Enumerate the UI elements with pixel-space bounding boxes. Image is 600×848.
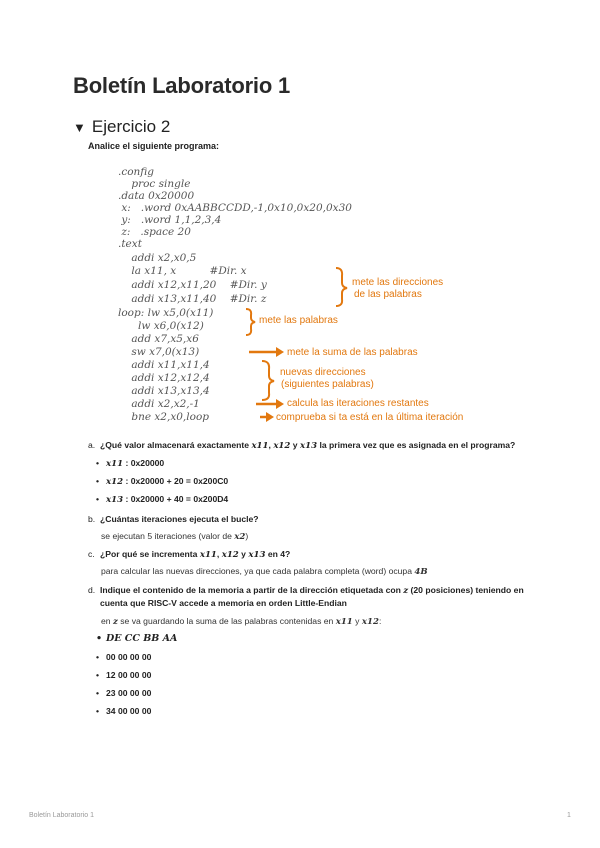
question-b	[88, 514, 259, 524]
question-text: ¿Por qué se incrementa	[100, 549, 200, 559]
math-var: x2	[234, 532, 246, 542]
answer-part: se ejecutan 5 iteraciones (valor de	[101, 531, 235, 541]
section-title: Ejercicio 2	[91, 117, 171, 136]
question-text: la primera vez que es asignada en el programa?	[317, 440, 516, 450]
question-label: a.	[88, 440, 96, 450]
bullet-value: : 0x20000	[123, 458, 165, 468]
answer-text	[101, 566, 428, 577]
code-line: x: .word 0xAABBCCDD,-1,0x10,0x20,0x30	[118, 202, 352, 214]
code-line: addi x13,x13,4	[118, 385, 210, 397]
code-line: sw x7,0(x13)	[118, 346, 200, 358]
math-var: x13	[299, 441, 318, 451]
code-line: y: .word 1,1,2,3,4	[118, 214, 222, 226]
math-var: x12	[361, 617, 379, 627]
math-var: x11	[251, 441, 269, 451]
question-text: ¿Cuántas iteraciones ejecuta el bucle?	[100, 514, 259, 524]
code-line: addi x2,x2,-1	[118, 398, 200, 410]
question-c	[88, 549, 290, 560]
answer-text	[101, 531, 248, 542]
page-title: Boletín Laboratorio 1	[73, 73, 291, 98]
page-number: 1	[567, 812, 571, 819]
intro-text: Analice el siguiente programa:	[88, 141, 220, 151]
list-item	[106, 494, 228, 505]
answer-part: en	[101, 616, 113, 626]
list-item: • 00 00 00 00	[106, 652, 151, 662]
list-item	[106, 476, 228, 487]
math-var: x11	[106, 459, 124, 469]
question-label: c.	[88, 549, 95, 559]
code-line: .data 0x20000	[118, 190, 195, 202]
answer-part: se va guardando la suma de las palabras contenidas en	[117, 616, 336, 626]
annotation-text: de las palabras	[354, 289, 422, 300]
math-var: x13	[248, 550, 266, 560]
question-text: ¿Qué valor almacenará exactamente	[100, 440, 252, 450]
bullet-value: : 0x20000 + 40 = 0x200D4	[123, 494, 229, 504]
brace-mark	[336, 268, 347, 306]
list-item	[106, 458, 164, 469]
bullet-value: : 0x20000 + 20 = 0x200C0	[123, 476, 229, 486]
code-line: add x7,x5,x6	[118, 333, 199, 345]
code-line: addi x12,x12,4	[118, 372, 210, 384]
code-line: lw x6,0(x12)	[118, 320, 204, 332]
question-d-line2: cuenta que RISC-V accede a memoria en orden Little-Endian	[100, 598, 347, 608]
footer-title: Boletín Laboratorio 1	[29, 812, 94, 819]
question-text: y	[290, 440, 300, 450]
question-d	[88, 585, 524, 596]
question-text: ,	[216, 549, 222, 559]
math-var: x12	[106, 477, 124, 487]
annotation-text: mete la suma de las palabras	[287, 347, 418, 358]
math-var: x11	[335, 617, 353, 627]
code-line: z: .space 20	[118, 226, 191, 238]
question-text: Indique el contenido de la memoria a partir de la dirección etiquetada con	[100, 585, 404, 595]
code-line: .config	[118, 166, 155, 178]
answer-part: y	[352, 616, 362, 626]
brace-mark	[246, 309, 255, 335]
annotation-text: nuevas direcciones	[280, 367, 366, 378]
math-var: x11	[199, 550, 217, 560]
code-line: proc single	[118, 178, 191, 190]
math-var: x13	[106, 495, 124, 505]
annotation-text: mete las direcciones	[352, 277, 444, 288]
annotation-text: (siguientes palabras)	[281, 379, 374, 390]
question-label: d.	[88, 585, 96, 595]
annotation-text: calcula las iteraciones restantes	[287, 398, 429, 409]
code-line: addi x12,x11,20 #Dir. y	[118, 279, 267, 291]
arrowhead-mark	[276, 399, 284, 409]
code-line: addi x13,x11,40 #Dir. z	[118, 293, 267, 305]
answer-part: para calcular las nuevas direcciones, ya que cada palabra completa (word) ocupa	[101, 566, 415, 576]
code-line: loop: lw x5,0(x11)	[118, 307, 214, 319]
list-item: • 34 00 00 00	[106, 706, 151, 716]
question-text: ,	[268, 440, 274, 450]
question-label: b.	[88, 514, 96, 524]
question-text: y	[238, 549, 249, 559]
list-item: • 12 00 00 00	[106, 670, 151, 680]
question-text: (20 posiciones) teniendo en	[408, 585, 524, 595]
list-item: • 23 00 00 00	[106, 688, 151, 698]
answer-text	[101, 616, 381, 627]
code-line: la x11, x #Dir. x	[118, 265, 247, 277]
math-var: z	[112, 617, 118, 627]
math-var: 4B	[414, 567, 428, 577]
math-var: z	[403, 586, 409, 596]
collapse-triangle-icon[interactable]: ▼	[73, 120, 86, 135]
answer-part: :	[378, 616, 382, 626]
list-item: • DE CC BB AA	[106, 633, 177, 644]
arrowhead-mark	[276, 347, 284, 357]
math-var: x12	[221, 550, 239, 560]
code-line: addi x2,x0,5	[118, 252, 197, 264]
code-line: addi x11,x11,4	[118, 359, 210, 371]
answer-part: )	[245, 531, 249, 541]
annotation-text: mete las palabras	[259, 315, 338, 326]
question-text: en 4?	[265, 549, 291, 559]
code-line: .text	[118, 238, 142, 250]
arrowhead-mark	[266, 412, 274, 422]
question-a	[88, 440, 515, 451]
annotation-text: comprueba si ta está en la última iteración	[276, 412, 464, 423]
brace-mark	[262, 361, 274, 400]
math-var: x12	[273, 441, 291, 451]
code-line: bne x2,x0,loop	[118, 411, 209, 423]
